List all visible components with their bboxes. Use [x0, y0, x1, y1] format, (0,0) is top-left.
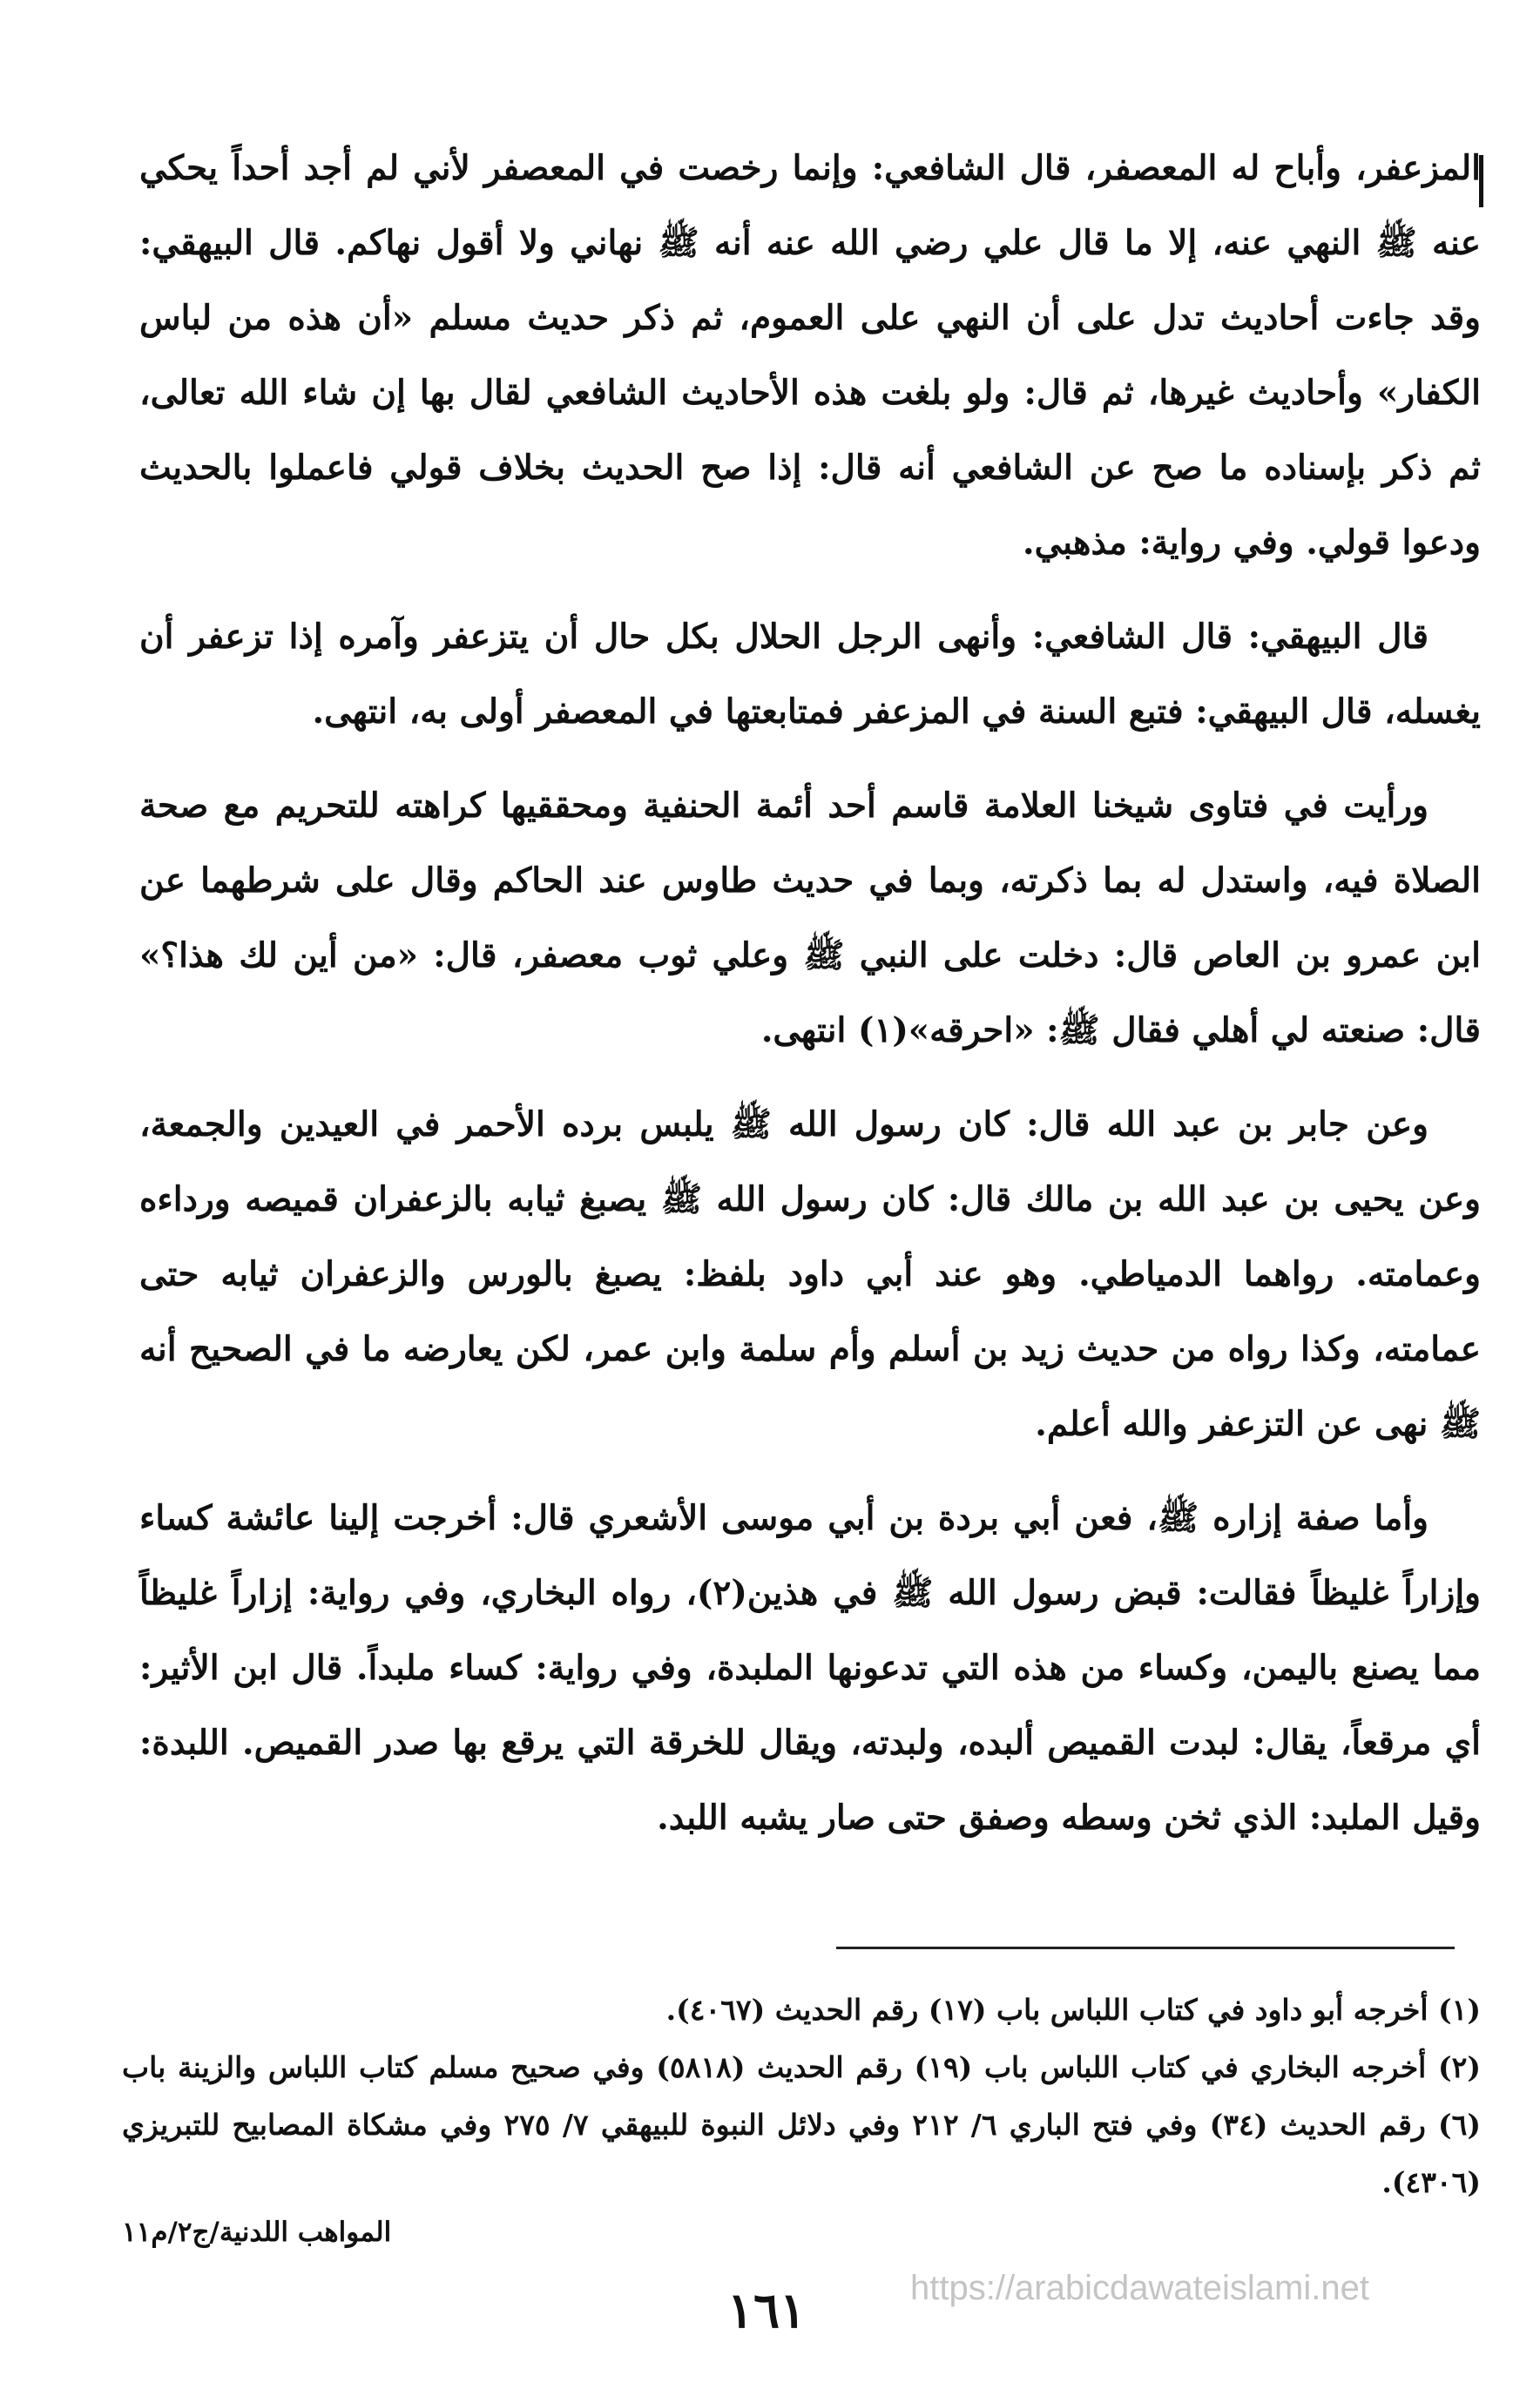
paragraph: ورأيت في فتاوى شيخنا العلامة قاسم أحد أئمة الحنفية ومحققيها كراهته للتحريم مع صحة الصلاة فيه، واستدل له بما ذكرته، وبما في حديث طاوس عند الحاكم وقال على شرطهما عن ابن عمرو بن العاص قال: دخلت على النبي ﷺ وعلي ثوب معصفر، قال: «من أين لك هذا؟» قال: صنعته لي أهلي فقال ﷺ: «احرقه»(١) انتهى.	[139, 786, 1481, 1050]
main-text	[139, 131, 1481, 1874]
paragraph: قال البيهقي: قال الشافعي: وأنهى الرجل الحلال بكل حال أن يتزعفر وآمره إذا تزعفر أن يغسله، قال البيهقي: فتبع السنة في المزعفر فمتابعتها في المعصفر أولى به، انتهى.	[139, 617, 1481, 732]
footnote: (٢) أخرجه البخاري في كتاب اللباس باب (١٩) رقم الحديث (٥٨١٨) وفي صحيح مسلم كتاب اللباس والزينة باب (٦) رقم الحديث (٣٤) وفي فتح الباري ٦/ ٢١٢ وفي دلائل النبوة للبيهقي ٧/ ٢٧٥ وفي مشكاة المصابيح للتبريزي (٤٣٠٦).	[122, 2050, 1482, 2199]
paragraph: وعن جابر بن عبد الله قال: كان رسول الله ﷺ يلبس برده الأحمر في العيدين والجمعة، وعن يحيى بن عبد الله بن مالك قال: كان رسول الله ﷺ يصبغ ثيابه بالزعفران قميصه ورداءه وعمامته. رواهما الدمياطي. وهو عند أبي داود بلفظ: يصبغ بالورس والزعفران ثيابه حتى عمامته، وكذا رواه من حديث زيد بن أسلم وأم سلمة وابن عمر، لكن يعارضه ما في الصحيح أنه ﷺ نهى عن التزعفر والله أعلم.	[139, 1104, 1481, 1444]
page-number: ١٦١	[726, 2282, 807, 2339]
footnote: (١) أخرجه أبو داود في كتاب اللباس باب (١٧) رقم الحديث (٤٠٦٧).	[665, 1993, 1481, 2027]
paragraph: وأما صفة إزاره ﷺ، فعن أبي بردة بن أبي موسى الأشعري قال: أخرجت إلينا عائشة كساء وإزاراً غليظاً فقالت: قبض رسول الله ﷺ في هذين(٢)، رواه البخاري، وفي رواية: إزاراً غليظاً مما يصنع باليمن، وكساء من هذه التي تدعونها الملبدة، وفي رواية: كساء ملبداً. قال ابن الأثير: أي مرقعاً، يقال: لبدت القميص ألبده، ولبدته، ويقال للخرقة التي يرقع بها صدر القميص. اللبدة: وقيل الملبد: الذي ثخن وسطه وصفق حتى صار يشبه اللبد.	[139, 1498, 1482, 1838]
book-signature: المواهب اللدنية/ج٢/م١١	[122, 2217, 392, 2248]
footnotes	[122, 1981, 1481, 2211]
paragraph: المزعفر، وأباح له المعصفر، قال الشافعي: وإنما رخصت في المعصفر لأني لم أجد أحداً يحكي عنه ﷺ النهي عنه، إلا ما قال علي رضي الله عنه أنه ﷺ نهاني ولا أقول نهاكم. قال البيهقي: وقد جاءت أحاديث تدل على أن النهي على العموم، ثم ذكر حديث مسلم «أن هذه من لباس الكفار» وأحاديث غيرها، ثم قال: ولو بلغت هذه الأحاديث الشافعي لقال بها إن شاء الله تعالى، ثم ذكر بإسناده ما صح عن الشافعي أنه قال: إذا صح الحديث بخلاف قولي فاعملوا بالحديث ودعوا قولي. وفي رواية: مذهبي.	[139, 148, 1481, 563]
footnote-divider	[836, 1947, 1455, 1949]
watermark-url: https://arabicdawateislami.net	[910, 2269, 1369, 2307]
